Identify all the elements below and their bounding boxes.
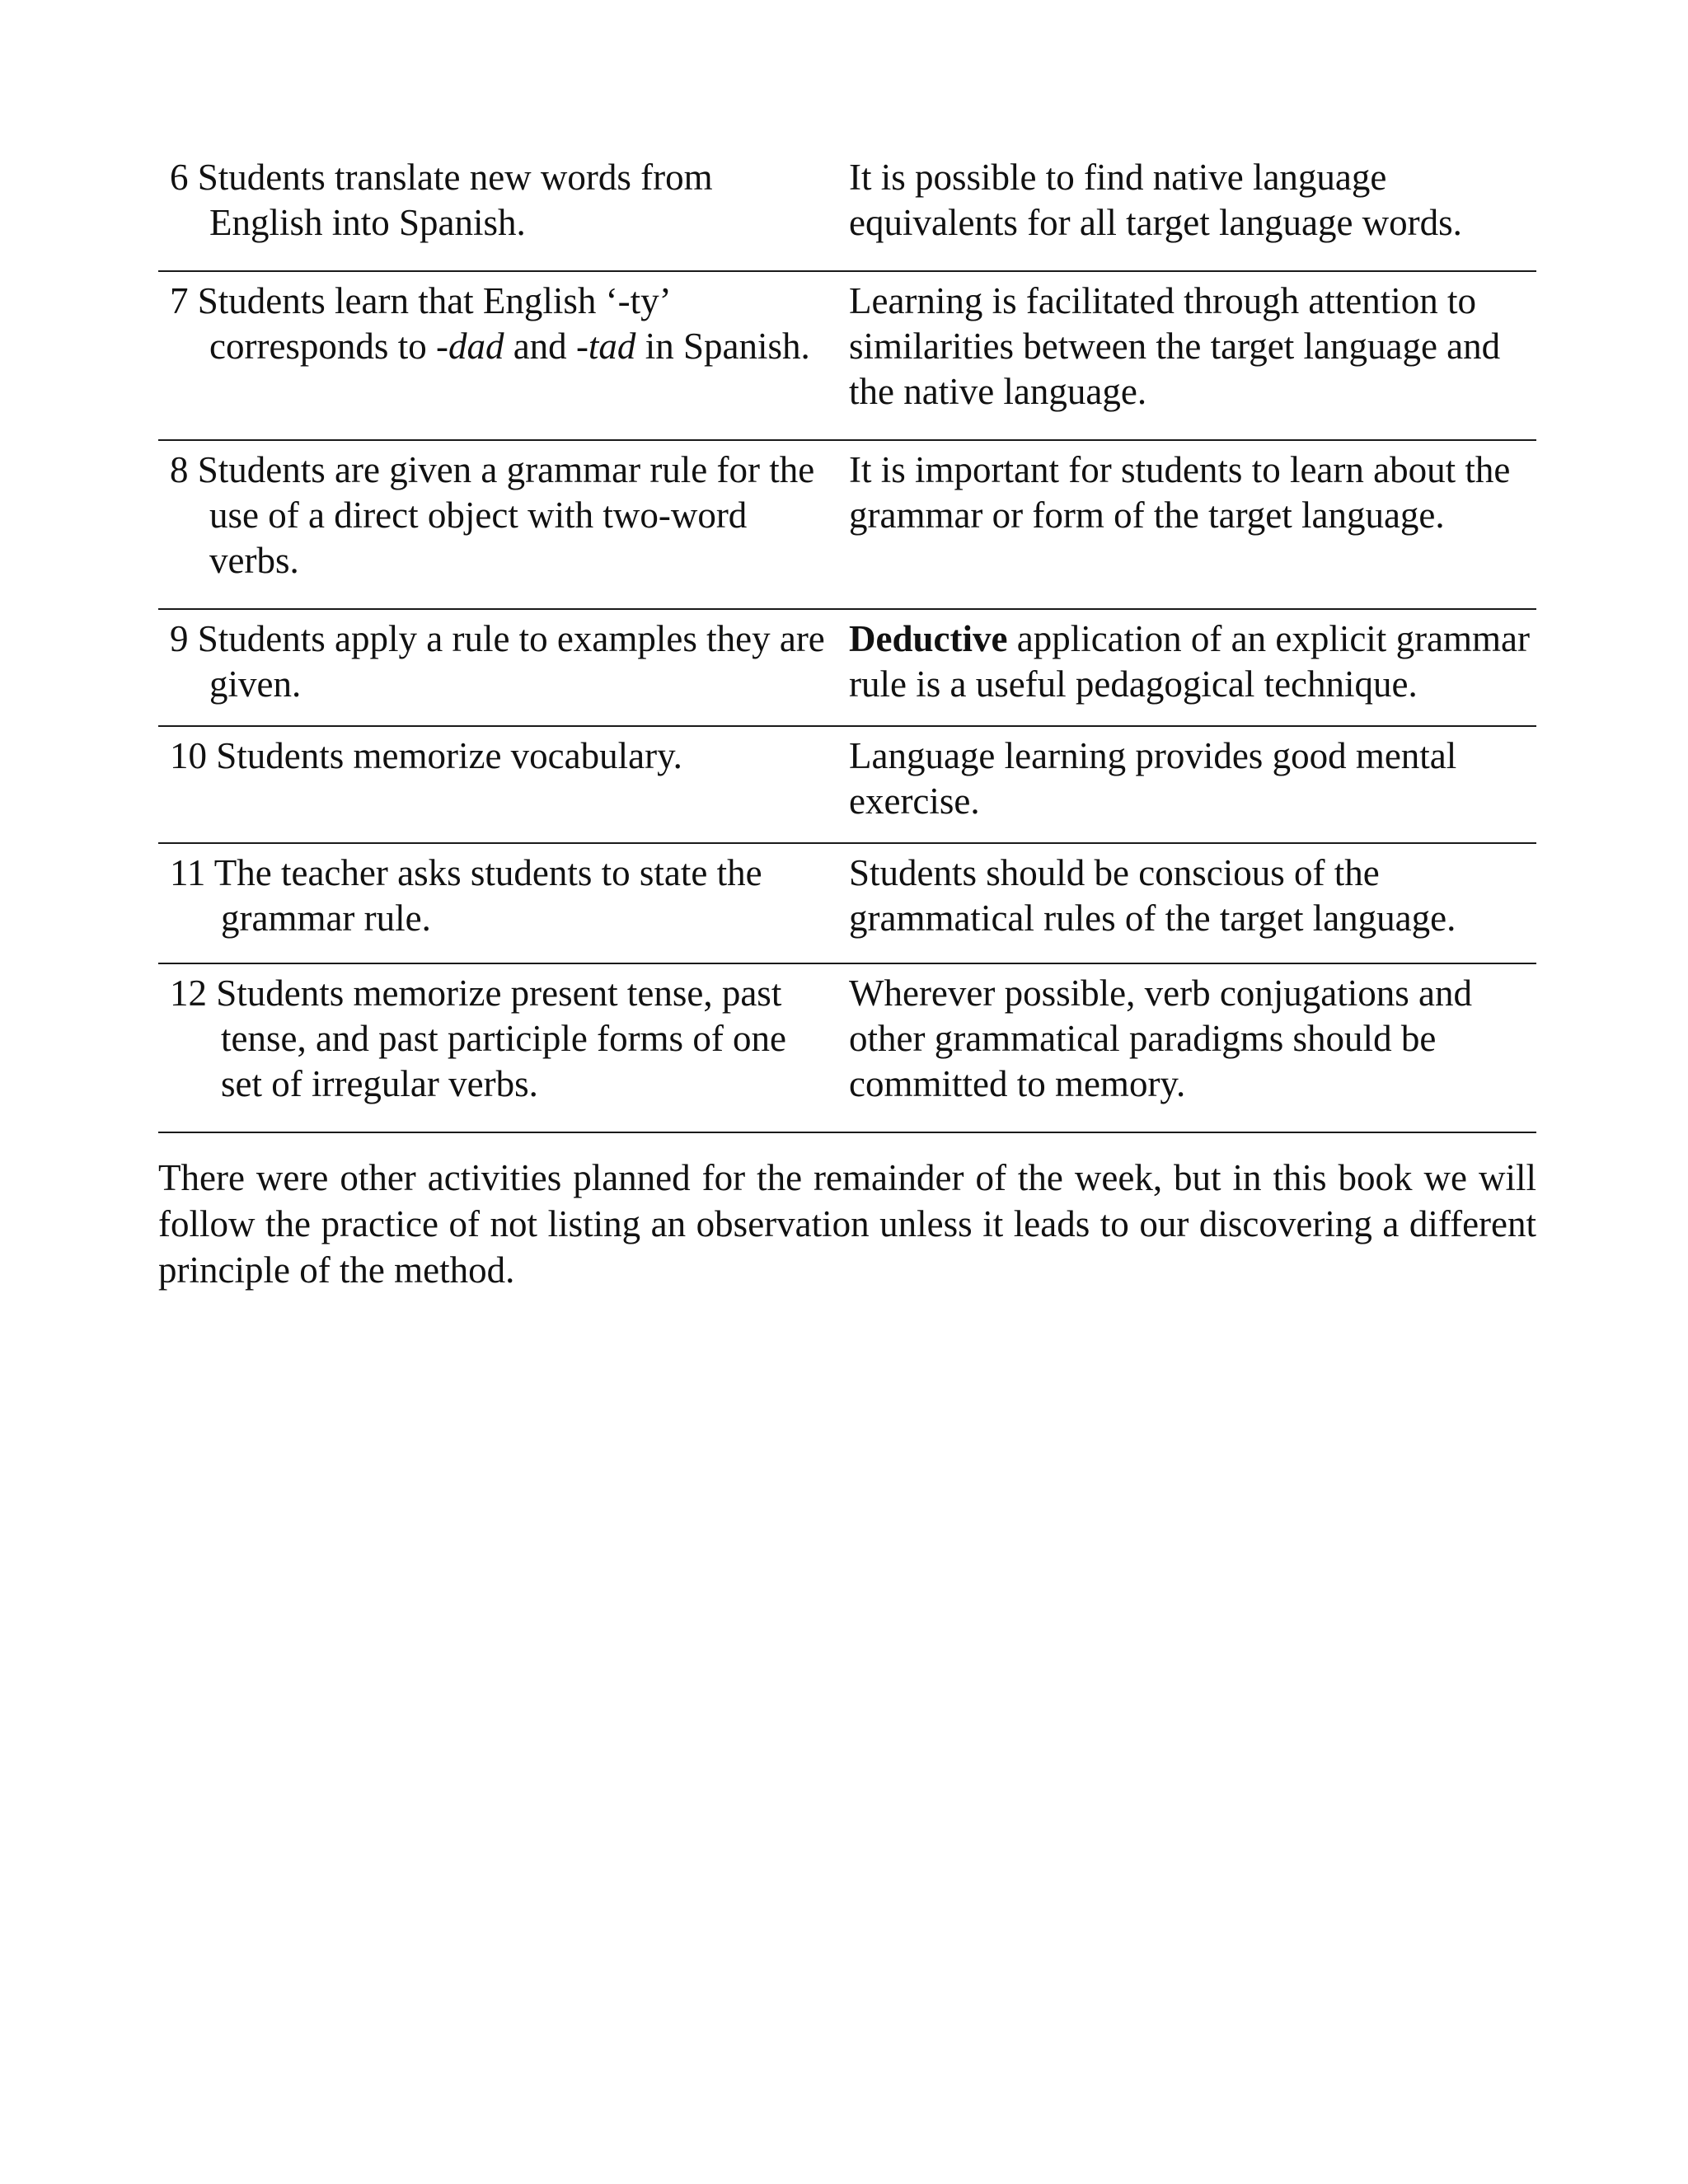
principle-text: Learning is facilitated through attention to similarities between the target language and the native language. bbox=[849, 280, 1501, 412]
principle-text: It is important for students to learn about the grammar or form of the target language. bbox=[849, 449, 1511, 536]
principle-cell bbox=[849, 963, 1536, 1132]
table-row bbox=[158, 843, 1536, 963]
observation-text: 12 Students memorize present tense, past tense, and past participle forms of one set of irregular verbs. bbox=[170, 972, 787, 1104]
observations-principles-table bbox=[158, 155, 1536, 1133]
closing-paragraph: There were other activities planned for the remainder of the week, but in this book we will follow the practice of not listing an observation unless it leads to our discovering a different principle of the method. bbox=[158, 1157, 1536, 1291]
table-row bbox=[158, 963, 1536, 1132]
observation-text-mid: and bbox=[504, 326, 576, 367]
principle-cell bbox=[849, 843, 1536, 963]
table-row bbox=[158, 155, 1536, 271]
table-row bbox=[158, 271, 1536, 440]
principle-text bbox=[849, 616, 1536, 707]
observation-text: 6 Students translate new words from English into Spanish. bbox=[170, 157, 713, 243]
principle-cell bbox=[849, 609, 1536, 726]
principle-text: Students should be conscious of the grammatical rules of the target language. bbox=[849, 852, 1456, 939]
table-row bbox=[158, 440, 1536, 609]
observation-cell bbox=[158, 155, 849, 271]
principle-cell bbox=[849, 155, 1536, 271]
observation-cell bbox=[158, 963, 849, 1132]
observation-text-lead: 7 Students learn that English ‘-ty’ corresponds to bbox=[170, 280, 669, 367]
principle-cell bbox=[849, 726, 1536, 843]
observation-cell bbox=[158, 609, 849, 726]
principle-text: Wherever possible, verb conjugations and other grammatical paradigms should be committed to memory. bbox=[849, 972, 1473, 1104]
observation-cell bbox=[158, 843, 849, 963]
observation-text bbox=[170, 279, 834, 369]
principle-cell bbox=[849, 271, 1536, 440]
observation-text: 11 The teacher asks students to state the grammar rule. bbox=[170, 852, 762, 939]
observation-text: 10 Students memorize vocabulary. bbox=[170, 735, 682, 776]
observation-italic-dad: -dad bbox=[435, 326, 504, 367]
principle-bold-term: Deductive bbox=[849, 618, 1008, 659]
observation-cell bbox=[158, 271, 849, 440]
table-row bbox=[158, 609, 1536, 726]
principle-text: It is possible to find native language equivalents for all target language words. bbox=[849, 157, 1462, 243]
observation-text: 9 Students apply a rule to examples they are given. bbox=[170, 618, 825, 705]
table-row bbox=[158, 726, 1536, 843]
principle-text: Language learning provides good mental exercise. bbox=[849, 735, 1457, 822]
observation-text-tail: in Spanish. bbox=[635, 326, 810, 367]
observation-italic-tad: -tad bbox=[575, 326, 636, 367]
observation-cell bbox=[158, 726, 849, 843]
observation-text: 8 Students are given a grammar rule for the use of a direct object with two-word verbs. bbox=[170, 449, 815, 581]
principle-text-rest: application of an explicit grammar rule is a useful pedagogical technique. bbox=[849, 618, 1530, 705]
principle-cell bbox=[849, 440, 1536, 609]
document-page bbox=[158, 155, 1536, 1293]
observation-cell bbox=[158, 440, 849, 609]
